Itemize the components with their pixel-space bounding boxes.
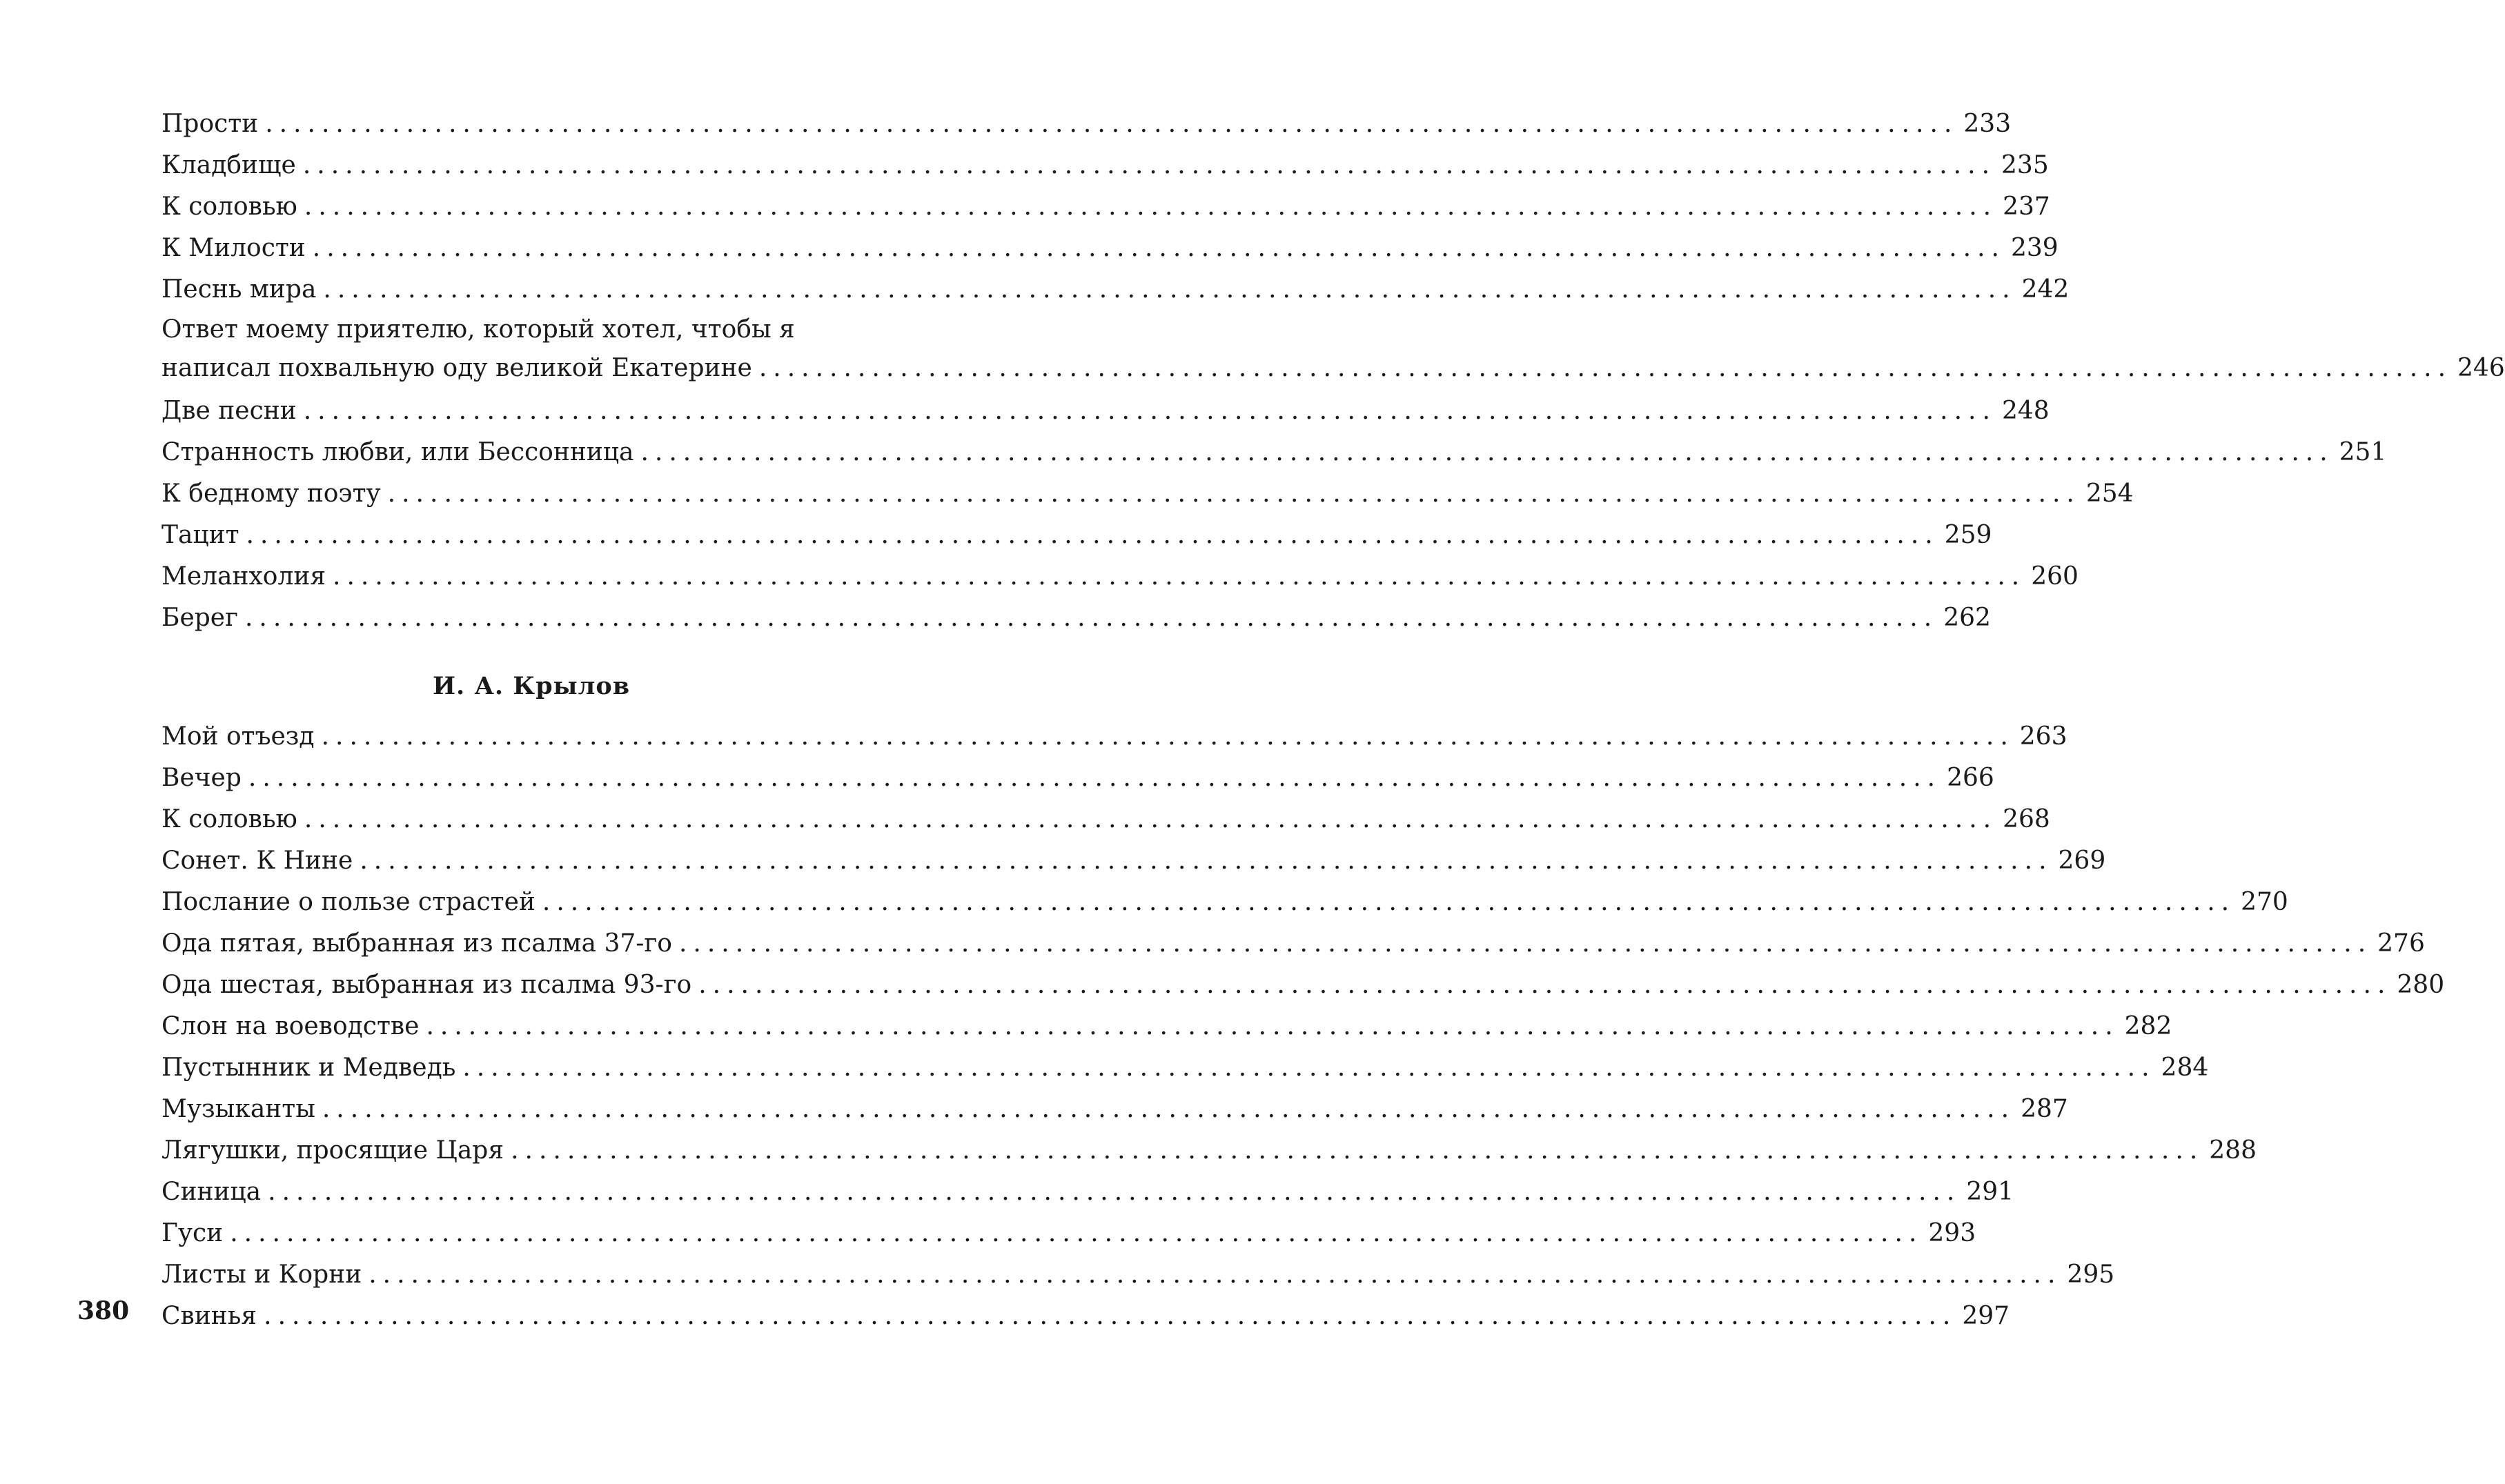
toc-entry[interactable] — [161, 556, 2079, 597]
leader-dots: ........................................................................................................................ — [303, 397, 1996, 425]
leader-dots: ........................................................................................................................ — [321, 722, 2014, 751]
section-heading-author: И. А. Крылов — [432, 672, 631, 700]
toc-entry-page: 235 — [1996, 145, 2049, 186]
toc-entry[interactable] — [161, 103, 2012, 145]
toc-entry-page: 268 — [1997, 799, 2050, 840]
leader-dots: ........................................................................................................................ — [758, 354, 2453, 382]
toc-entry-page: 287 — [2015, 1089, 2068, 1130]
leader-dots: ........................................................................................................................ — [322, 1095, 2016, 1123]
leader-dots: ........................................................................................................................ — [640, 438, 2334, 466]
leader-dots: ........................................................................................................................ — [387, 479, 2081, 508]
toc-entry-page: 291 — [1961, 1171, 2014, 1213]
toc-entry[interactable] — [161, 473, 2134, 515]
toc-entry-page: 237 — [1997, 186, 2050, 228]
toc-entry[interactable] — [161, 269, 2070, 310]
toc-entry[interactable] — [161, 1296, 2010, 1337]
toc-entry-title: Листы и Корни — [161, 1254, 369, 1296]
toc-entry-title: Послание о пользе страстей — [161, 882, 542, 923]
toc-entry-title-line1: Ответ моему приятелю, который хотел, чтобы я — [161, 315, 795, 344]
toc-entry-title: К соловью — [161, 186, 304, 228]
toc-entry-page: 288 — [2203, 1130, 2257, 1171]
toc-entry[interactable] — [161, 964, 2445, 1006]
toc-entry-page: 251 — [2334, 432, 2387, 473]
toc-entry-title: К бедному поэту — [161, 473, 388, 515]
toc-entry-page: 276 — [2372, 923, 2425, 964]
toc-entry[interactable] — [161, 1130, 2257, 1171]
toc-entry[interactable] — [161, 310, 2505, 390]
toc-entry-title: Свинья — [161, 1296, 264, 1337]
toc-entry-title: Странность любви, или Бессонница — [161, 432, 640, 473]
toc-entry-title: Две песни — [161, 390, 304, 432]
toc-entry-page: 246 — [2452, 349, 2505, 388]
toc-entry[interactable] — [161, 145, 2049, 186]
leader-dots: ........................................................................................................................ — [369, 1260, 2062, 1289]
leader-dots: ........................................................................................................................ — [542, 888, 2236, 916]
leader-dots: ........................................................................................................................ — [304, 805, 1998, 833]
toc-entry-page: 254 — [2081, 473, 2134, 515]
toc-entry-page: 269 — [2053, 840, 2106, 882]
leader-dots: ........................................................................................................................ — [244, 604, 1938, 632]
toc-entry-title: Ода пятая, выбранная из псалма 37-го — [161, 923, 679, 964]
toc-entry-title: Кладбище — [161, 145, 303, 186]
toc-entry-page: 293 — [1923, 1213, 1976, 1254]
toc-entry[interactable] — [161, 1047, 2209, 1089]
toc-entry-title: Ода шестая, выбранная из псалма 93-го — [161, 964, 698, 1006]
toc-list-krylov — [161, 716, 2445, 1337]
toc-entry[interactable] — [161, 228, 2059, 269]
toc-entry[interactable] — [161, 186, 2050, 228]
leader-dots: ........................................................................................................................ — [268, 1178, 1961, 1206]
toc-list-previous-author — [161, 103, 2505, 639]
toc-entry[interactable] — [161, 923, 2425, 964]
toc-entry[interactable] — [161, 432, 2387, 473]
toc-entry-title: Вечер — [161, 758, 248, 799]
toc-entry-title: Прости — [161, 103, 265, 145]
toc-entry[interactable] — [161, 799, 2050, 840]
toc-entry-page: 262 — [1938, 597, 1991, 639]
toc-entry-page: 242 — [2016, 269, 2070, 310]
leader-dots: ........................................................................................................................ — [360, 847, 2053, 875]
toc-entry-title: Синица — [161, 1171, 268, 1213]
toc-entry[interactable] — [161, 758, 1994, 799]
toc-entry[interactable] — [161, 1254, 2115, 1296]
leader-dots: ........................................................................................................................ — [264, 1302, 1957, 1330]
toc-entry[interactable] — [161, 716, 2067, 758]
toc-entry-page: 248 — [1996, 390, 2050, 432]
leader-dots: ........................................................................................................................ — [304, 192, 1998, 221]
toc-entry-page: 284 — [2156, 1047, 2209, 1089]
toc-entry-title: Музыканты — [161, 1089, 322, 1130]
leader-dots: ........................................................................................................................ — [302, 151, 1996, 179]
toc-entry-page: 297 — [1956, 1296, 2010, 1337]
toc-entry-title: Сонет. К Нине — [161, 840, 360, 882]
toc-entry-page: 263 — [2014, 716, 2067, 758]
toc-entry-title: Лягушки, просящие Царя — [161, 1130, 511, 1171]
toc-entry-page: 239 — [2005, 228, 2059, 269]
toc-entry-title: Слон на воеводстве — [161, 1006, 426, 1047]
toc-entry-page: 233 — [1958, 103, 2011, 145]
toc-entry-page: 266 — [1941, 758, 1994, 799]
leader-dots: ........................................................................................................................ — [323, 275, 2016, 304]
leader-dots: ........................................................................................................................ — [511, 1136, 2204, 1165]
toc-entry-title: Песнь мира — [161, 269, 323, 310]
toc-entry[interactable] — [161, 597, 1991, 639]
toc-entry-page: 270 — [2235, 882, 2288, 923]
leader-dots: ........................................................................................................................ — [248, 764, 1942, 792]
leader-dots: ........................................................................................................................ — [426, 1012, 2119, 1040]
toc-entry-page: 280 — [2391, 964, 2444, 1006]
toc-entry[interactable] — [161, 882, 2288, 923]
toc-entry[interactable] — [161, 840, 2106, 882]
toc-entry-title: К Милости — [161, 228, 313, 269]
toc-entry-title: Берег — [161, 597, 245, 639]
leader-dots: ........................................................................................................................ — [462, 1053, 2156, 1082]
toc-entry-title: Мой отъезд — [161, 716, 322, 758]
toc-entry-page: 260 — [2025, 556, 2079, 597]
leader-dots: ........................................................................................................................ — [265, 110, 1958, 138]
leader-dots: ........................................................................................................................ — [230, 1219, 1923, 1247]
toc-entry[interactable] — [161, 1213, 1976, 1254]
toc-entry-title: Пустынник и Медведь — [161, 1047, 462, 1089]
toc-entry-title: Гуси — [161, 1213, 230, 1254]
toc-entry-page: 295 — [2061, 1254, 2114, 1296]
page-number: 380 — [77, 1296, 130, 1325]
toc-entry[interactable] — [161, 1089, 2068, 1130]
toc-entry-page: 282 — [2119, 1006, 2172, 1047]
toc-entry-title: Тацит — [161, 515, 246, 556]
toc-entry-page: 259 — [1939, 515, 1992, 556]
toc-entry[interactable] — [161, 515, 1992, 556]
toc-entry-title: Меланхолия — [161, 556, 333, 597]
toc-entry-title: К соловью — [161, 799, 304, 840]
leader-dots: ........................................................................................................................ — [678, 929, 2373, 958]
toc-entry[interactable] — [161, 1171, 2014, 1213]
toc-entry[interactable] — [161, 1006, 2172, 1047]
toc-entry-title-line2: написал похвальную оду великой Екатерине — [161, 349, 759, 388]
toc-entry[interactable] — [161, 390, 2050, 432]
leader-dots: ........................................................................................................................ — [246, 521, 1939, 549]
leader-dots: ........................................................................................................................ — [312, 234, 2005, 262]
leader-dots: ........................................................................................................................ — [333, 562, 2026, 591]
leader-dots: ........................................................................................................................ — [698, 971, 2392, 999]
